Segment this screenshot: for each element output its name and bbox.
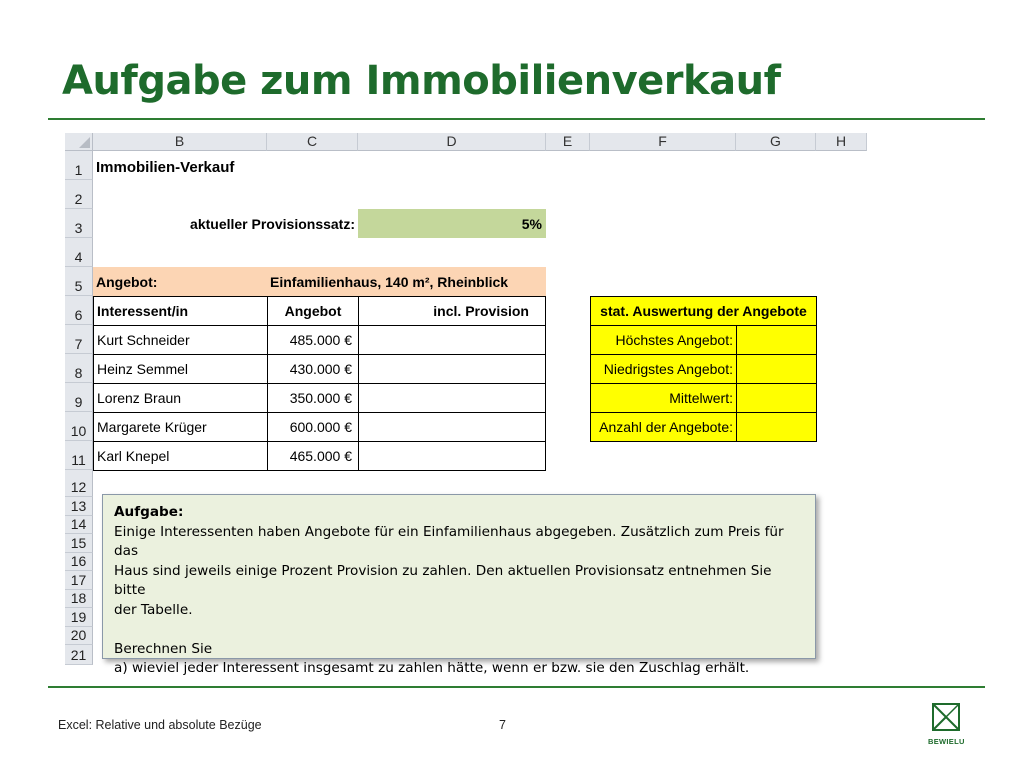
column-header-c[interactable]: C (267, 133, 358, 151)
row-header-1[interactable]: 1 (65, 151, 93, 180)
row-header-18[interactable]: 18 (65, 590, 93, 609)
table-row-offer[interactable]: 430.000 € (267, 354, 359, 384)
table-row-name[interactable]: Heinz Semmel (93, 354, 268, 384)
stats-label-count[interactable]: Anzahl der Angebote: (590, 412, 737, 442)
row-header-11[interactable]: 11 (65, 441, 93, 470)
row-header-20[interactable]: 20 (65, 627, 93, 646)
header-angebot[interactable]: Angebot (267, 296, 359, 326)
task-line: a) wieviel jeder Interessent insgesamt zu zahlen hätte, wenn er bzw. sie den Zuschlag erhält. (114, 660, 750, 676)
stats-title[interactable]: stat. Auswertung der Angebote (590, 296, 817, 326)
column-header-g[interactable]: G (736, 133, 816, 151)
table-row-incl[interactable] (358, 325, 546, 355)
stats-value-mean[interactable] (736, 383, 817, 413)
stats-label-max[interactable]: Höchstes Angebot: (590, 325, 737, 355)
stats-value-min[interactable] (736, 354, 817, 384)
row-header-17[interactable]: 17 (65, 571, 93, 590)
row-header-13[interactable]: 13 (65, 497, 93, 516)
table-row-offer[interactable]: 600.000 € (267, 412, 359, 442)
column-header-h[interactable]: H (816, 133, 867, 151)
offer-label[interactable]: Angebot: (96, 273, 158, 290)
title-divider (48, 118, 985, 120)
row-header-15[interactable]: 15 (65, 534, 93, 553)
provision-label[interactable]: aktueller Provisionssatz: (190, 215, 355, 232)
table-row-offer[interactable]: 465.000 € (267, 441, 359, 471)
header-interessent[interactable]: Interessent/in (93, 296, 268, 326)
task-heading: Aufgabe: (114, 504, 184, 520)
provision-rate-cell[interactable]: 5% (358, 209, 546, 238)
column-header-b[interactable]: B (93, 133, 267, 151)
select-all-triangle-icon (65, 133, 93, 151)
page-number: 7 (499, 718, 506, 732)
table-row-name[interactable]: Lorenz Braun (93, 383, 268, 413)
task-spacer (114, 620, 805, 640)
task-textbox[interactable] (102, 494, 816, 676)
table-row-name[interactable]: Karl Knepel (93, 441, 268, 471)
task-line: der Tabelle. (114, 601, 193, 618)
table-row-incl[interactable] (358, 354, 546, 384)
stats-label-mean[interactable]: Mittelwert: (590, 383, 737, 413)
row-header-7[interactable]: 7 (65, 325, 93, 354)
row-header-16[interactable]: 16 (65, 553, 93, 572)
task-line: Einige Interessenten haben Angebote für ein Einfamilienhaus abgegeben. Zusätzlich zum Preis für das (114, 523, 784, 559)
stats-value-count[interactable] (736, 412, 817, 442)
table-row-name[interactable]: Margarete Krüger (93, 412, 268, 442)
slide-title: Aufgabe zum Immobilienverkauf (62, 58, 781, 104)
stats-value-max[interactable] (736, 325, 817, 355)
table-row-incl[interactable] (358, 441, 546, 471)
row-header-10[interactable]: 10 (65, 412, 93, 441)
header-incl-provision[interactable]: incl. Provision (358, 296, 546, 326)
stats-label-min[interactable]: Niedrigstes Angebot: (590, 354, 737, 384)
bewielu-logo-icon (925, 702, 967, 736)
footer-divider (48, 686, 985, 688)
table-row-name[interactable]: Kurt Schneider (93, 325, 268, 355)
column-header-f[interactable]: F (590, 133, 736, 151)
row-header-19[interactable]: 19 (65, 608, 93, 627)
row-header-4[interactable]: 4 (65, 238, 93, 267)
task-line: Berechnen Sie (114, 640, 213, 657)
column-header-e[interactable]: E (546, 133, 590, 151)
row-header-5[interactable]: 5 (65, 267, 93, 296)
row-header-3[interactable]: 3 (65, 209, 93, 238)
column-header-d[interactable]: D (358, 133, 546, 151)
row-header-14[interactable]: 14 (65, 516, 93, 535)
row-header-21[interactable]: 21 (65, 645, 93, 665)
row-header-12[interactable]: 12 (65, 470, 93, 497)
task-line: Haus sind jeweils einige Prozent Provision zu zahlen. Den aktuellen Provisionsatz entnehmen Sie bitte (114, 562, 772, 598)
row-header-2[interactable]: 2 (65, 180, 93, 209)
row-header-9[interactable]: 9 (65, 383, 93, 412)
sheet-heading[interactable]: Immobilien-Verkauf (96, 158, 235, 176)
logo-wordmark: BEWIELU (928, 737, 965, 746)
table-row-incl[interactable] (358, 383, 546, 413)
table-row-offer[interactable]: 485.000 € (267, 325, 359, 355)
select-all-button[interactable] (65, 133, 93, 151)
offer-description[interactable]: Einfamilienhaus, 140 m², Rheinblick (270, 273, 509, 290)
table-row-offer[interactable]: 350.000 € (267, 383, 359, 413)
row-header-8[interactable]: 8 (65, 354, 93, 383)
bewielu-logo (925, 702, 967, 748)
table-row-incl[interactable] (358, 412, 546, 442)
footer-caption: Excel: Relative und absolute Bezüge (58, 718, 262, 732)
row-header-6[interactable]: 6 (65, 296, 93, 325)
